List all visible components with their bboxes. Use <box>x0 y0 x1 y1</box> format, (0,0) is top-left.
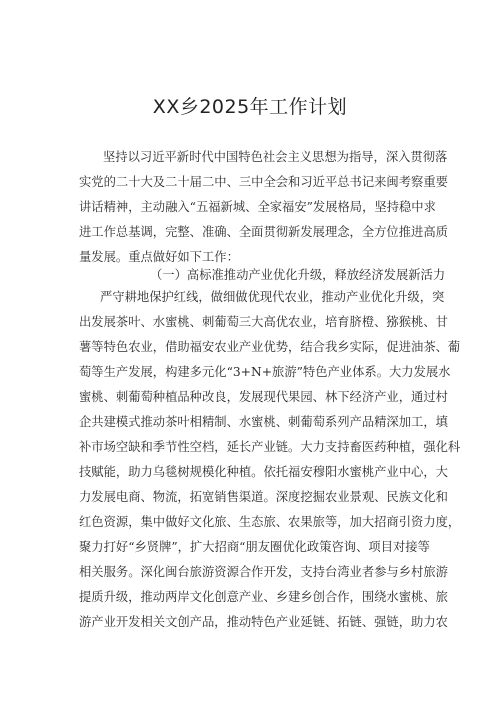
section-line-2: 出发展茶叶、水蜜桃、刺葡萄三大高优农业，培育脐橙、猕猴桃、甘 <box>79 315 448 329</box>
section-line-10: 红色资源，集中做好文化旅、生态旅、农果旅等，加大招商引资力度， <box>79 515 461 529</box>
intro-line-5: 量发展。重点做好如下工作： <box>79 250 239 264</box>
section-line-8: 技赋能，助力乌毯树规模化种植。依托福安穆阳水蜜桃产业中心，大 <box>79 465 448 479</box>
intro-line-1: 坚持以习近平新时代中国特色社会主义思想为指导，深入贯彻落 <box>103 150 448 164</box>
section-line-9: 力发展电商、物流，拓宽销售渠道。深度挖掘农业景观、民族文化和 <box>79 490 448 504</box>
document-title: XX乡2025年工作计划 <box>152 96 348 118</box>
intro-line-3: 讲话精神，主动融入“五福新城、全家福安”发展格局，坚持稳中求 <box>79 200 436 214</box>
section-line-5: 蜜桃、刺葡萄种植品种改良，发展现代果园、林下经济产业，通过村 <box>79 390 448 404</box>
section-line-11: 聚力打好“乡贤牌”，扩大招商“朋友圈优化政策咨询、项目对接等 <box>79 540 430 554</box>
section-line-13: 提质升级，推动两岸文化创意产业、乡建乡创合作，围绕水蜜桃、旅 <box>79 590 448 604</box>
section-line-3: 薯等特色农业，借助福安农业产业优势，结合我乡实际，促进油茶、葡 <box>79 340 461 354</box>
intro-line-2: 实党的二十大及二十届二中、三中全会和习近平总书记来闽考察重要 <box>79 175 448 189</box>
section-line-12: 相关服务。深化闽台旅游资源合作开发，支持台湾业者参与乡村旅游 <box>79 565 448 579</box>
section-line-14: 游产业开发相关文创产品，推动特色产业延链、拓链、强链，助力农 <box>79 615 448 629</box>
section-line-1: 严守耕地保护红线，做细做优现代农业，推动产业优化升级，突 <box>100 290 445 304</box>
section-line-4: 萄等生产发展，构建多元化“3+N+旅游”特色产业体系。大力发展水 <box>79 365 451 379</box>
section-line-7: 补市场空缺和季节性空档，延长产业链。大力支持畜医药种植，强化科 <box>79 440 461 454</box>
intro-line-4: 进工作总基调，完整、准确、全面贯彻新发展理念，全方位推进高质 <box>79 225 448 239</box>
section-line-6: 企共建模式推动茶叶相精制、水蜜桃、刺葡萄系列产品精深加工，填 <box>79 415 448 429</box>
section-heading: （一）高标准推动产业优化升级，释放经济发展新活力 <box>150 268 446 282</box>
